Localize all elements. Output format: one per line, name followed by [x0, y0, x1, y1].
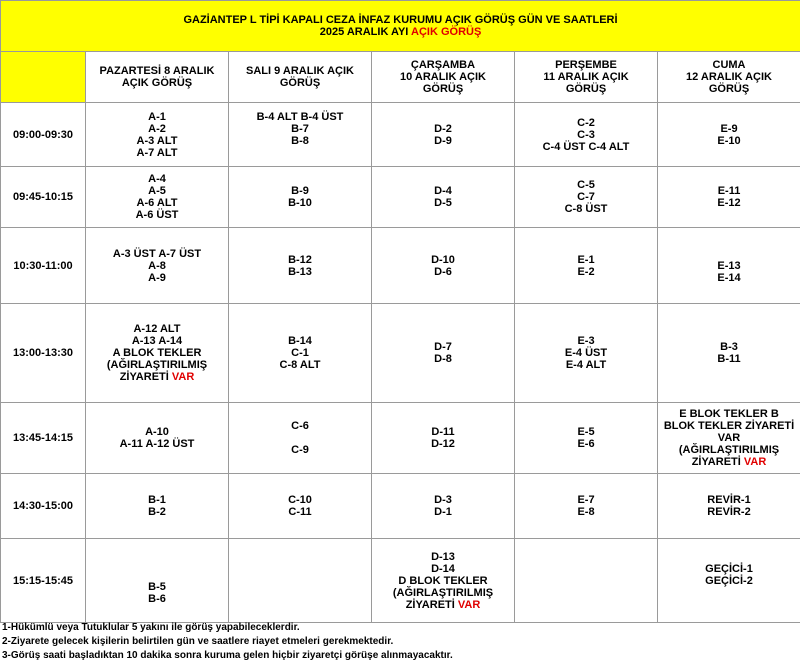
visit-text: C-9	[291, 444, 309, 456]
visit-text: A BLOK TEKLER	[112, 347, 202, 359]
visit-line	[515, 335, 657, 347]
day-header-line: GÖRÜŞ	[422, 83, 464, 95]
visit-line	[372, 185, 514, 197]
visit-line	[86, 494, 228, 506]
visit-text: B-11	[717, 353, 741, 365]
visit-cell	[658, 103, 800, 167]
time-slot-row	[1, 228, 800, 304]
visit-text: B-4 ALT B-4 ÜST	[256, 110, 344, 123]
title-line-2	[1, 26, 800, 38]
visit-text: C-8 ÜST	[564, 203, 608, 215]
visit-line	[229, 147, 371, 159]
time-slot-row	[1, 403, 800, 474]
day-header-line: PAZARTESİ 8 ARALIK	[99, 65, 215, 77]
visit-line	[86, 371, 228, 383]
visit-text: B-6	[148, 592, 166, 605]
visit-line	[658, 506, 800, 518]
visit-text: D-7	[434, 341, 452, 353]
visit-text: D-6	[434, 265, 452, 278]
day-header-line: GÖRÜŞ	[279, 77, 321, 89]
visit-line	[86, 569, 228, 581]
time-slot: 15:15-15:45	[1, 539, 86, 623]
visit-cell	[372, 403, 515, 474]
visit-cell	[229, 474, 372, 539]
visit-line	[372, 551, 514, 563]
visit-cell	[86, 403, 229, 474]
visit-line	[86, 335, 228, 347]
visit-line	[229, 185, 371, 197]
visit-text: A-8	[148, 259, 166, 272]
visit-text: D-10	[431, 253, 455, 266]
visit-text: C-4 ÜST C-4 ALT	[542, 140, 630, 153]
visit-text: REVİR-2	[707, 506, 751, 518]
visit-line	[372, 353, 514, 365]
visit-text: E-6	[577, 438, 595, 450]
visit-line	[86, 197, 228, 209]
visit-line	[515, 266, 657, 278]
visit-cell	[658, 228, 800, 304]
visit-text: E-13	[717, 259, 741, 272]
time-slot: 13:00-13:30	[1, 304, 86, 403]
visit-line	[229, 135, 371, 147]
note-line: 1-Hükümlü veya Tutuklular 5 yakını ile görüş yapabileceklerdir.	[2, 622, 300, 633]
visit-text: ZİYARETİ	[119, 371, 172, 383]
visit-text: A-6 ÜST	[135, 209, 179, 221]
visit-line	[229, 432, 371, 444]
visit-line	[229, 266, 371, 278]
visit-text: D BLOK TEKLER	[398, 574, 488, 587]
visit-text: E-1	[577, 253, 595, 266]
visit-line	[372, 135, 514, 147]
visit-text: A-5	[148, 185, 166, 197]
visit-cell	[229, 304, 372, 403]
visit-line	[515, 359, 657, 371]
visit-text: B-13	[288, 265, 312, 278]
visit-line	[86, 147, 228, 159]
visit-line	[229, 123, 371, 135]
visit-cell	[515, 103, 658, 167]
visit-text: ZİYARETİ	[691, 456, 744, 468]
visit-line	[372, 426, 514, 438]
visit-line	[86, 209, 228, 221]
visit-cell	[658, 474, 800, 539]
day-header-line: 12 ARALIK AÇIK	[686, 71, 772, 83]
time-slot-row	[1, 304, 800, 403]
visit-text: E-3	[577, 335, 595, 347]
visit-line	[86, 506, 228, 518]
visit-text	[727, 248, 730, 260]
visit-line	[372, 197, 514, 209]
visit-line	[372, 575, 514, 587]
title-year-month: 2025 ARALIK AYI	[319, 26, 412, 38]
visit-line	[86, 323, 228, 335]
visit-text: C-7	[577, 191, 595, 203]
visit-cell	[658, 167, 800, 228]
visit-text	[298, 432, 301, 444]
visit-line	[372, 599, 514, 611]
visit-text: E-5	[577, 426, 595, 438]
visit-text: D-9	[434, 134, 452, 147]
visit-text: E-14	[717, 271, 741, 284]
visit-text: A-6 ALT	[136, 197, 178, 209]
highlight-text: VAR	[457, 598, 481, 611]
visit-cell	[515, 304, 658, 403]
visit-cell	[229, 403, 372, 474]
note-line: 2-Ziyarete gelecek kişilerin belirtilen gün ve saatlere riayet etmeleri gerekmektedir.	[2, 636, 394, 647]
visit-cell	[86, 103, 229, 167]
visit-line	[229, 197, 371, 209]
visit-line	[515, 347, 657, 359]
visit-line	[658, 420, 800, 432]
visit-text: A-4	[148, 173, 166, 185]
visit-cell	[372, 304, 515, 403]
visit-text: B-5	[148, 580, 166, 593]
visit-text: D-4	[434, 185, 452, 197]
visit-cell	[86, 228, 229, 304]
visit-line	[515, 438, 657, 450]
time-slot-row	[1, 474, 800, 539]
visit-line	[86, 185, 228, 197]
visit-line	[86, 593, 228, 605]
visit-text: E-4 ÜST	[564, 347, 608, 359]
visit-line	[658, 185, 800, 197]
day-header-line: GÖRÜŞ	[708, 83, 750, 95]
visit-text: C-5	[577, 179, 595, 191]
visit-cell	[658, 403, 800, 474]
visit-cell	[372, 228, 515, 304]
visit-text: GEÇİCİ-2	[705, 574, 753, 587]
visit-line	[372, 563, 514, 575]
visit-text: D-11	[431, 426, 455, 438]
visit-line	[658, 563, 800, 575]
time-slot-row	[1, 103, 800, 167]
visit-line	[372, 266, 514, 278]
day-header	[372, 52, 515, 103]
visit-line	[372, 587, 514, 599]
visit-line	[372, 123, 514, 135]
visit-cell	[372, 103, 515, 167]
visit-text: D-12	[431, 438, 455, 450]
visit-text: B-14	[288, 335, 312, 347]
visit-text: GEÇİCİ-1	[705, 562, 753, 575]
visit-text: D-1	[434, 506, 452, 518]
visit-text: C-10	[288, 494, 312, 506]
visit-cell	[86, 167, 229, 228]
day-header-row	[1, 52, 800, 103]
visit-text: ZİYARETİ	[405, 598, 458, 611]
time-slot: 09:00-09:30	[1, 103, 86, 167]
time-slot-row	[1, 167, 800, 228]
highlight-text: VAR	[743, 456, 767, 468]
visit-line	[658, 575, 800, 587]
visit-line	[658, 341, 800, 353]
visit-line	[229, 506, 371, 518]
visit-text: E-12	[717, 197, 741, 209]
visit-line	[515, 179, 657, 191]
visit-line	[658, 135, 800, 147]
day-header	[515, 52, 658, 103]
visit-text: E-4 ALT	[565, 359, 607, 371]
visit-text: A-7 ALT	[136, 146, 178, 159]
visit-line	[229, 444, 371, 456]
visit-text: D-13	[431, 550, 455, 563]
visit-text	[155, 569, 158, 581]
visit-text: E-2	[577, 265, 595, 278]
visit-cell	[658, 304, 800, 403]
visit-text: E-11	[717, 185, 741, 197]
visit-text	[727, 587, 730, 599]
visit-line	[229, 335, 371, 347]
visit-line	[86, 426, 228, 438]
title-row	[1, 1, 800, 52]
visit-text: A-1	[148, 110, 166, 123]
visit-line	[658, 444, 800, 456]
visit-cell	[515, 167, 658, 228]
visit-line	[515, 191, 657, 203]
visit-line	[86, 135, 228, 147]
page-title	[1, 1, 800, 52]
notes-footer	[2, 621, 798, 663]
visit-text: B-1	[148, 494, 166, 506]
visit-text: A-9	[148, 271, 166, 284]
visit-text: D-5	[434, 197, 452, 209]
title-highlight: AÇIK GÖRÜŞ	[411, 26, 482, 38]
visit-text: VAR	[717, 432, 741, 444]
visit-text: B-9	[291, 185, 309, 197]
visit-line	[658, 353, 800, 365]
visit-line	[229, 111, 371, 123]
visit-text: B-12	[288, 253, 312, 266]
visit-line	[515, 117, 657, 129]
visit-text: C-8 ALT	[279, 359, 321, 371]
visit-line	[229, 347, 371, 359]
time-slot-row	[1, 539, 800, 623]
day-header-line: ÇARŞAMBA	[410, 59, 476, 71]
visit-text: D-3	[434, 494, 452, 506]
visit-line	[515, 494, 657, 506]
visit-line	[86, 173, 228, 185]
visit-text: A-12 ALT	[133, 323, 181, 335]
visit-line	[86, 347, 228, 359]
visit-line	[658, 494, 800, 506]
visit-text: B-8	[291, 134, 309, 147]
visit-cell	[515, 228, 658, 304]
visit-line	[658, 197, 800, 209]
visit-text: D-2	[434, 122, 452, 135]
day-header-line: CUMA	[712, 59, 746, 71]
visit-cell	[515, 539, 658, 623]
visit-text: BLOK TEKLER ZİYARETİ	[663, 420, 795, 432]
visit-text: E-8	[577, 506, 595, 518]
visit-text: B-7	[291, 122, 309, 135]
visit-text: A-3 ALT	[136, 134, 178, 147]
visit-line	[658, 432, 800, 444]
day-header-line: AÇIK GÖRÜŞ	[121, 77, 193, 89]
visit-cell	[658, 539, 800, 623]
visit-line	[86, 438, 228, 450]
day-header-line: GÖRÜŞ	[565, 83, 607, 95]
visit-text: A-13 A-14	[131, 335, 183, 347]
visit-cell	[229, 228, 372, 304]
visit-cell	[515, 403, 658, 474]
visit-text: A-10	[145, 426, 169, 438]
visit-text: A-2	[148, 122, 166, 135]
visit-text: (AĞIRLAŞTIRILMIŞ	[678, 444, 780, 456]
visit-line	[86, 123, 228, 135]
visit-line	[515, 203, 657, 215]
visit-cell	[229, 103, 372, 167]
visit-line	[86, 111, 228, 123]
visit-line	[515, 506, 657, 518]
visit-line	[86, 359, 228, 371]
visit-line	[658, 408, 800, 420]
day-header-line: 11 ARALIK AÇIK	[543, 71, 629, 83]
time-slot: 09:45-10:15	[1, 167, 86, 228]
day-header	[658, 52, 800, 103]
visit-line	[372, 341, 514, 353]
time-slot: 13:45-14:15	[1, 403, 86, 474]
visit-cell	[372, 539, 515, 623]
day-header-line: 10 ARALIK AÇIK	[400, 71, 486, 83]
visit-line	[86, 260, 228, 272]
visit-cell	[229, 167, 372, 228]
visit-line	[658, 587, 800, 599]
visit-line	[515, 254, 657, 266]
visit-text: D-14	[431, 562, 455, 575]
visit-text: A-3 ÜST A-7 ÜST	[112, 247, 202, 260]
visit-text: B-2	[148, 506, 166, 518]
visit-line	[658, 123, 800, 135]
visit-cell	[372, 167, 515, 228]
note-line: 3-Görüş saati başladıktan 10 dakika sonra kuruma gelen hiçbir ziyaretçi görüşe alınmayacaktır.	[2, 650, 453, 661]
visit-line	[229, 420, 371, 432]
visit-line	[372, 494, 514, 506]
visit-line	[229, 494, 371, 506]
visit-line	[86, 581, 228, 593]
visit-line	[229, 254, 371, 266]
visit-text: REVİR-1	[707, 494, 751, 506]
visit-text: (AĞIRLAŞTIRILMIŞ	[106, 359, 208, 371]
visit-line	[372, 438, 514, 450]
visit-cell	[229, 539, 372, 623]
visit-text: (AĞIRLAŞTIRILMIŞ	[392, 586, 494, 599]
visit-text: C-2	[577, 116, 595, 129]
visit-text: D-8	[434, 353, 452, 365]
visit-line	[86, 557, 228, 569]
visit-cell	[372, 474, 515, 539]
visit-line	[658, 248, 800, 260]
visit-text: A-11 A-12 ÜST	[119, 438, 195, 450]
day-header	[229, 52, 372, 103]
visit-text: C-11	[288, 506, 312, 518]
visit-text: C-3	[577, 128, 595, 141]
visit-text	[155, 557, 158, 569]
visit-cell	[86, 539, 229, 623]
day-header	[86, 52, 229, 103]
visit-text: C-1	[291, 347, 309, 359]
visit-text: B-3	[720, 341, 738, 353]
visit-cell	[86, 304, 229, 403]
visit-text: E-9	[720, 122, 738, 135]
visit-text: E-7	[577, 494, 595, 506]
visit-line	[658, 456, 800, 468]
highlight-text: VAR	[171, 371, 195, 383]
visit-line	[658, 272, 800, 284]
visit-line	[658, 260, 800, 272]
visit-text: E BLOK TEKLER B	[679, 408, 779, 420]
visit-line	[372, 254, 514, 266]
visit-line	[515, 141, 657, 153]
visit-line	[515, 129, 657, 141]
visit-text: C-6	[291, 420, 309, 432]
corner-cell	[1, 52, 86, 103]
visit-line	[372, 506, 514, 518]
visit-line	[86, 272, 228, 284]
title-line-1: GAZİANTEP L TİPİ KAPALI CEZA İNFAZ KURUMU AÇIK GÖRÜŞ GÜN VE SAATLERİ	[183, 14, 618, 26]
visit-text: B-10	[288, 197, 312, 209]
visit-text: E-10	[717, 134, 741, 147]
visit-cell	[86, 474, 229, 539]
day-header-line: PERŞEMBE	[555, 59, 617, 71]
visit-cell	[515, 474, 658, 539]
time-slot: 14:30-15:00	[1, 474, 86, 539]
time-slot: 10:30-11:00	[1, 228, 86, 304]
day-header-line: SALI 9 ARALIK AÇIK	[246, 65, 354, 77]
visit-line	[515, 426, 657, 438]
visit-line	[86, 248, 228, 260]
visit-line	[229, 359, 371, 371]
visit-text	[298, 147, 301, 159]
